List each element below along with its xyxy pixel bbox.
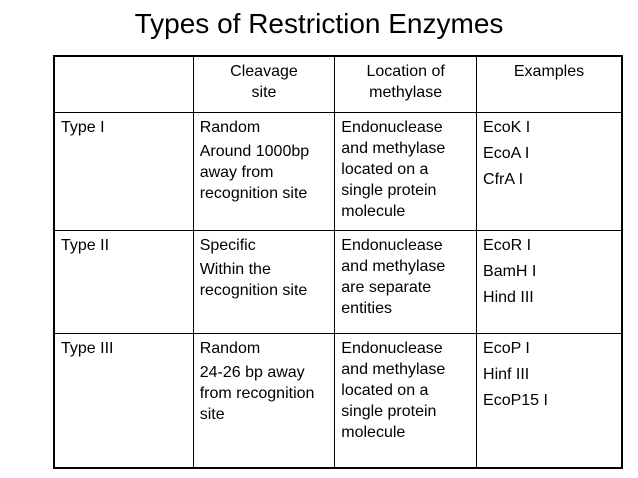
type-cell: Type II xyxy=(54,231,193,334)
cleavage-cell xyxy=(193,334,335,469)
location-cell: Endonuclease and methylase located on a single protein molecule xyxy=(335,113,477,231)
location-cell: Endonuclease and methylase are separate entities xyxy=(335,231,477,334)
example-item: Hinf III xyxy=(483,366,530,383)
cleavage-kind: Random xyxy=(199,119,261,136)
location-cell: Endonuclease and methylase located on a single protein molecule xyxy=(335,334,477,469)
cleavage-detail: Around 1000bp away from recognition site xyxy=(199,143,310,202)
example-item: EcoP I xyxy=(483,340,530,357)
cleavage-detail: Within the recognition site xyxy=(199,261,308,299)
example-item: EcoK I xyxy=(483,119,531,136)
header-location-text: Location of methylase xyxy=(366,63,445,101)
example-item: CfrA I xyxy=(483,171,524,188)
header-cell-examples: Examples xyxy=(477,56,622,113)
examples-cell xyxy=(477,334,622,469)
header-cleavage-text: Cleavage site xyxy=(230,63,298,101)
table-row xyxy=(54,231,622,334)
table-row xyxy=(54,113,622,231)
header-cell-location xyxy=(335,56,477,113)
header-cell-cleavage xyxy=(193,56,335,113)
examples-cell xyxy=(477,113,622,231)
example-item: EcoP15 I xyxy=(483,392,548,409)
restriction-enzymes-table xyxy=(53,55,623,469)
example-item: EcoR I xyxy=(483,237,532,254)
example-item: BamH I xyxy=(483,263,537,280)
cleavage-kind: Specific xyxy=(199,237,256,254)
page-title: Types of Restriction Enzymes xyxy=(134,8,504,39)
cleavage-cell xyxy=(193,113,335,231)
example-item: Hind III xyxy=(483,289,534,306)
cleavage-cell xyxy=(193,231,335,334)
table-row xyxy=(54,334,622,469)
cleavage-kind: Random xyxy=(199,340,261,357)
header-row xyxy=(54,56,622,113)
type-cell: Type I xyxy=(54,113,193,231)
examples-cell xyxy=(477,231,622,334)
header-cell-empty xyxy=(54,56,193,113)
example-item: EcoA I xyxy=(483,145,530,162)
cleavage-detail: 24-26 bp away from recognition site xyxy=(199,364,315,423)
type-cell: Type III xyxy=(54,334,193,469)
